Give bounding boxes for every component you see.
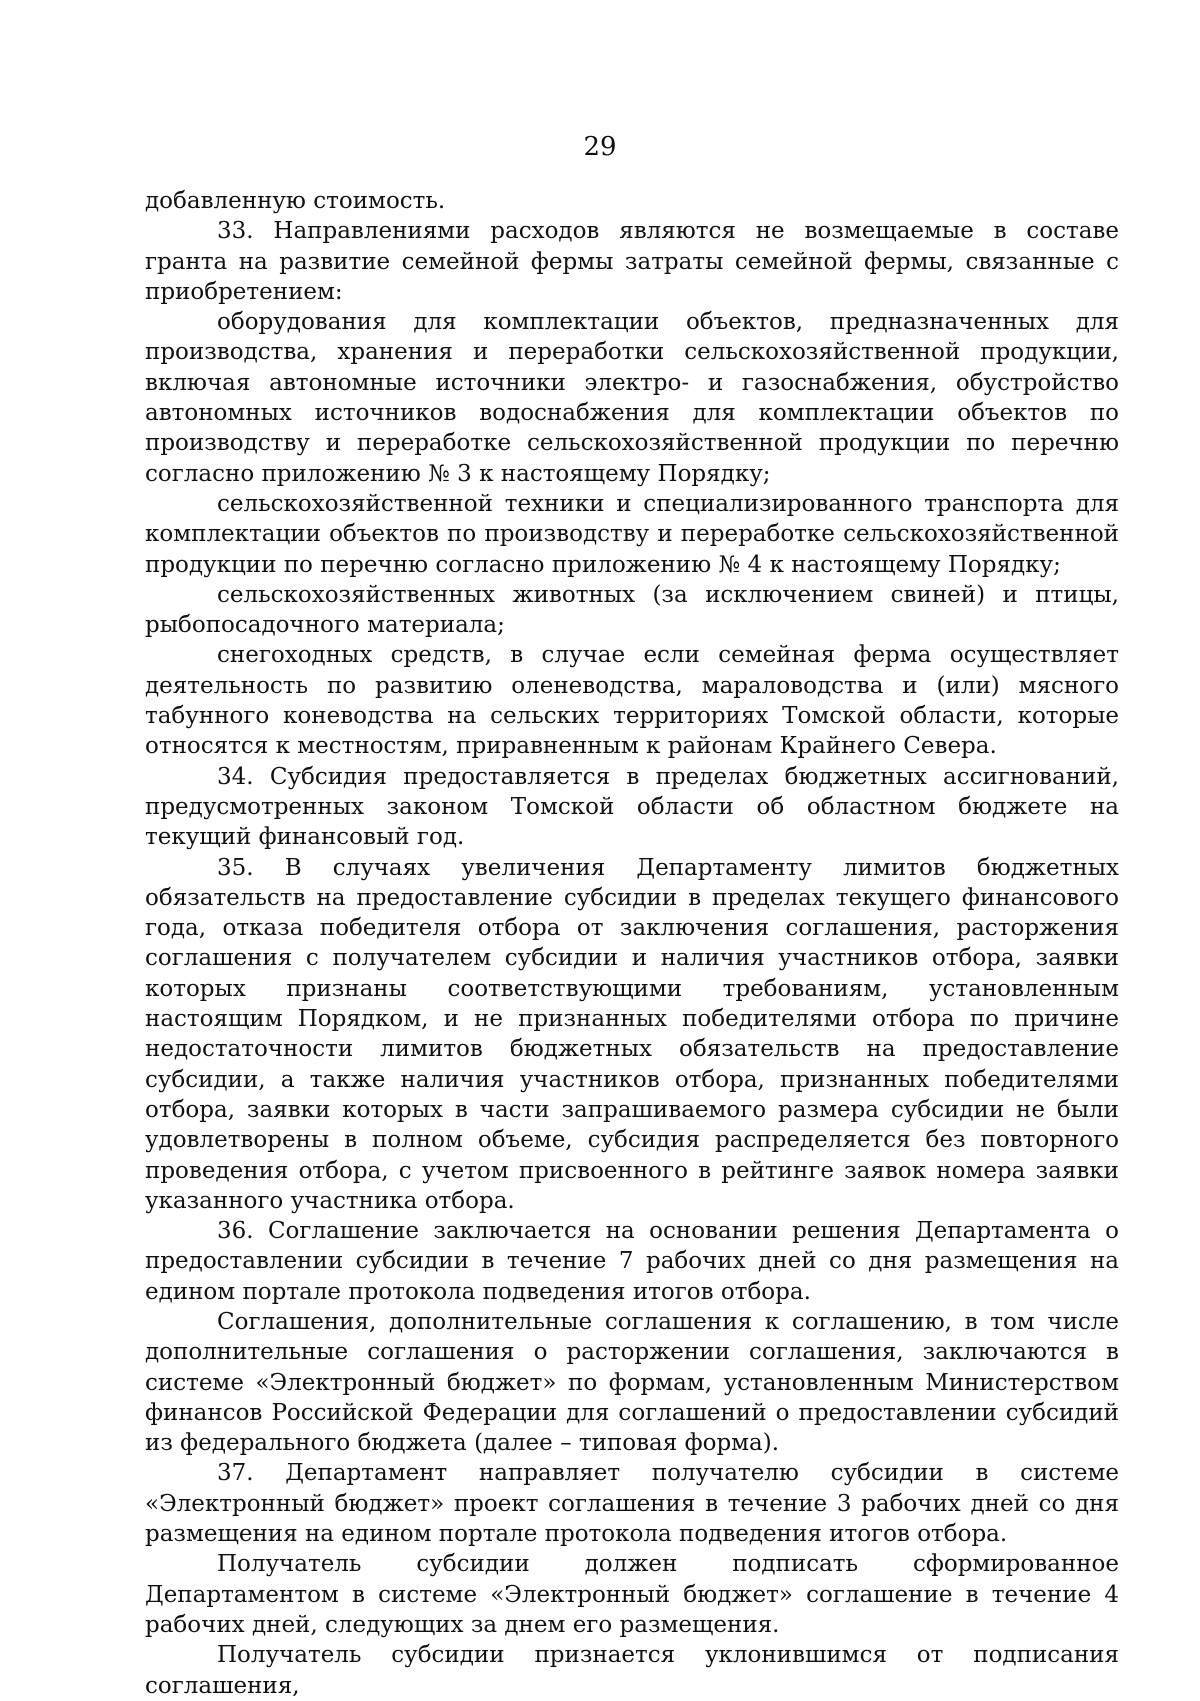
- paragraph-signing: Получатель субсидии должен подписать сформированное Департаментом в системе «Электронный бюджет» соглашение в течение 4 рабочих дней, следующих за днем его размещения.: [145, 1551, 1119, 1638]
- document-body: [145, 186, 1119, 1701]
- paragraph-equipment: оборудования для комплектации объектов, предназначенных для производства, хранения и переработки сельскохозяйственной продукции, включая автономные источники электро- и газоснабжения, обустройство автономных источников водоснабжения для комплектации объектов по производству и переработке сельскохозяйственной продукции по перечню согласно приложению № 3 к настоящему Порядку;: [145, 309, 1119, 487]
- paragraph-snowmobiles: снегоходных средств, в случае если семейная ферма осуществляет деятельность по развитию оленеводства, мараловодства и (или) мясного табунного коневодства на сельских территориях Томской области, которые относятся к местностям, приравненным к районам Крайнего Севера.: [145, 642, 1119, 760]
- paragraph-continuation: добавленную стоимость.: [145, 188, 446, 214]
- paragraph-machinery: сельскохозяйственной техники и специализированного транспорта для комплектации объектов по производству и переработке сельскохозяйственной продукции по перечню согласно приложению № 4 к настоящему Порядку;: [145, 490, 1119, 578]
- page-number: 29: [583, 132, 617, 162]
- paragraph-clause-35: 35. В случаях увеличения Департаменту лимитов бюджетных обязательств на предоставление субсидии в пределах текущего финансового года, отказа победителя отбора от заключения соглашения, расторжения соглашения с получателем субсидии и наличия участников отбора, заявки которых признаны соответствующими требованиям, установленным настоящим Порядком, и не признанных победителями отбора по причине недостаточности лимитов бюджетных обязательств на предоставление субсидии, а также наличия участников отбора, признанных победителями отбора, заявки которых в части запрашиваемого размера субсидии не были удовлетворены в полном объеме, субсидия распределяется без повторного проведения отбора, с учетом присвоенного в рейтинге заявок номера заявки указанного участника отбора.: [145, 854, 1119, 1214]
- paragraph-clause-33: 33. Направлениями расходов являются не возмещаемые в составе гранта на развитие семейной фермы затраты семейной фермы, связанные с приобретением:: [145, 218, 1119, 305]
- paragraph-evasion: Получатель субсидии признается уклонившимся от подписания соглашения,: [145, 1642, 1119, 1699]
- paragraph-clause-36: 36. Соглашение заключается на основании решения Департамента о предоставлении субсидии в течение 7 рабочих дней со дня размещения на едином портале протокола подведения итогов отбора.: [145, 1218, 1119, 1305]
- paragraph-clause-37: 37. Департамент направляет получателю субсидии в системе «Электронный бюджет» проект соглашения в течение 3 рабочих дней со дня размещения на едином портале протокола подведения итогов отбора.: [145, 1460, 1119, 1548]
- paragraph-clause-34: 34. Субсидия предоставляется в пределах бюджетных ассигнований, предусмотренных законом Томской области об областном бюджете на текущий финансовый год.: [145, 763, 1119, 851]
- paragraph-livestock: сельскохозяйственных животных (за исключением свиней) и птицы, рыбопосадочного материала;: [145, 581, 1119, 639]
- paragraph-agreements: Соглашения, дополнительные соглашения к соглашению, в том числе дополнительные соглашения о расторжении соглашения, заключаются в системе «Электронный бюджет» по формам, установленным Министерством финансов Российской Федерации для соглашений о предоставлении субсидий из федерального бюджета (далее – типовая форма).: [145, 1308, 1119, 1457]
